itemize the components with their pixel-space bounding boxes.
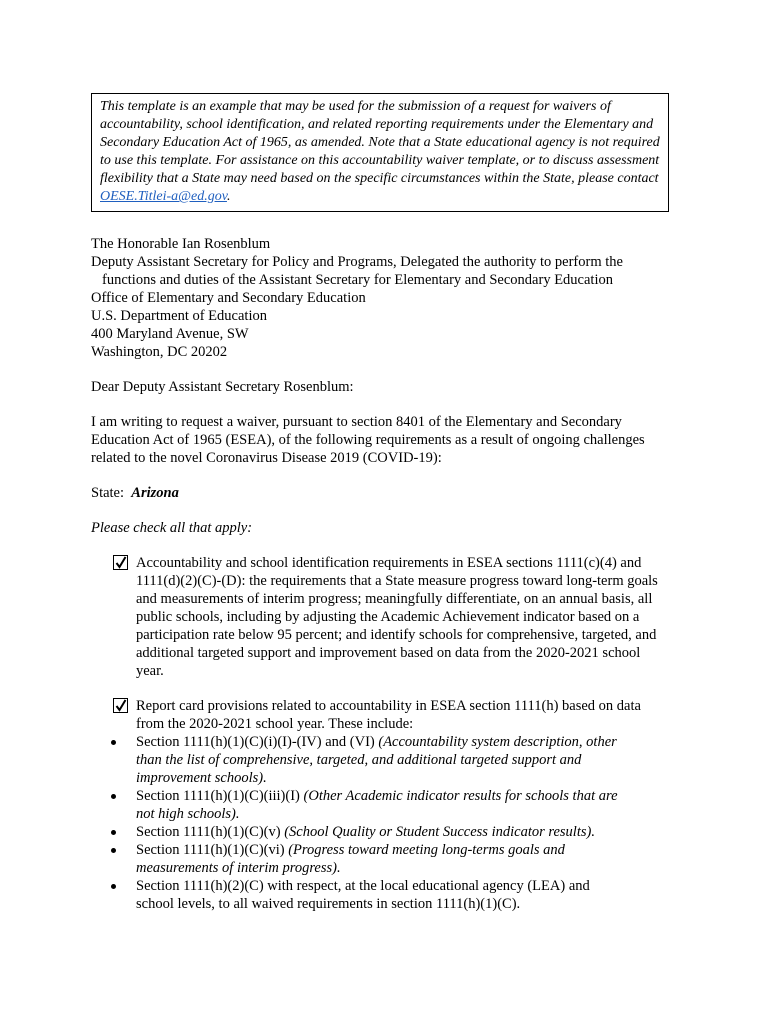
- report-card-checkbox[interactable]: [113, 698, 128, 713]
- check-icon: [115, 699, 127, 712]
- bullet-icon: [111, 884, 116, 889]
- letter-body: [91, 235, 691, 913]
- salutation: Dear Deputy Assistant Secretary Rosenblum:: [91, 379, 354, 395]
- recipient-title-line1: Deputy Assistant Secretary for Policy and Programs, Delegated the authority to perform the: [91, 254, 623, 270]
- recipient-department: U.S. Department of Education: [91, 308, 267, 324]
- check-icon: [115, 556, 127, 569]
- waiver-item-accountability: [91, 554, 669, 680]
- list-item: Section 1111(h)(1)(C)(vi) (Progress toward meeting long-terms goals and measurements of interim progress).: [91, 841, 624, 877]
- notice-end: .: [226, 189, 231, 204]
- list-item: Section 1111(h)(2)(C) with respect, at the local educational agency (LEA) and school levels, to all waived requirements in section 1111(h)(1)(C).: [91, 877, 624, 913]
- recipient-name: The Honorable Ian Rosenblum: [91, 236, 271, 252]
- bullet-icon: [111, 848, 116, 853]
- bullet-icon: [111, 830, 116, 835]
- state-value: Arizona: [131, 485, 179, 501]
- list-item: Section 1111(h)(1)(C)(v) (School Quality or Student Success indicator results).: [91, 823, 624, 841]
- intro-paragraph: I am writing to request a waiver, pursuant to section 8401 of the Elementary and Secondary Education Act of 1965 (ESEA), of the following requirements as a result of ongoing challenges related to the novel Coronavirus Disease 2019 (COVID-19):: [91, 414, 645, 466]
- recipient-street: 400 Maryland Avenue, SW: [91, 326, 249, 342]
- accountability-checkbox[interactable]: [113, 555, 128, 570]
- list-item: Section 1111(h)(1)(C)(iii)(I) (Other Academic indicator results for schools that are not high schools).: [91, 787, 624, 823]
- contact-email-link[interactable]: OESE.Titlei-a@ed.gov: [100, 189, 227, 204]
- accountability-item-text: Accountability and school identification requirements in ESEA sections 1111(c)(4) and 1111(d)(2)(C)-(D): the requirements that a State measure progress toward long-term goals and measurements of interim progress; meaningfully differentiate, on an annual basis, all public schools, including by adjusting the Academic Achievement indicator based on a participation rate below 95 percent; and identify schools for comprehensive, targeted, and additional targeted support and improvement based on data from the 2020-2021 school year.: [136, 555, 658, 679]
- recipient-title-line2: functions and duties of the Assistant Secretary for Elementary and Secondary Education: [102, 272, 613, 288]
- report-card-bullet-list: [91, 733, 691, 913]
- state-line: [91, 484, 691, 502]
- notice-text: This template is an example that may be used for the submission of a request for waivers of accountability, school identification, and related reporting requirements under the Elementary and Secondary Education Act of 1965, as amended. Note that a State educational agency is not required to use this template. For assistance on this accountability waiver template, or to discuss assessment flexibility that a State may need based on the specific circumstances within the State, please contact: [100, 99, 660, 186]
- report-card-item-text: Report card provisions related to accountability in ESEA section 1111(h) based on data from the 2020-2021 school year. These include:: [136, 698, 641, 732]
- instruction-text: Please check all that apply:: [91, 520, 253, 536]
- recipient-city: Washington, DC 20202: [91, 344, 228, 360]
- waiver-item-report-card: [91, 697, 669, 733]
- bullet-icon: [111, 794, 116, 799]
- state-label: State:: [91, 485, 125, 501]
- bullet-icon: [111, 740, 116, 745]
- recipient-office: Office of Elementary and Secondary Education: [91, 290, 366, 306]
- list-item: Section 1111(h)(1)(C)(i)(I)-(IV) and (VI) (Accountability system description, other than the list of comprehensive, targeted, and additional targeted support and improvement schools).: [91, 733, 624, 787]
- template-notice-box: [91, 93, 669, 212]
